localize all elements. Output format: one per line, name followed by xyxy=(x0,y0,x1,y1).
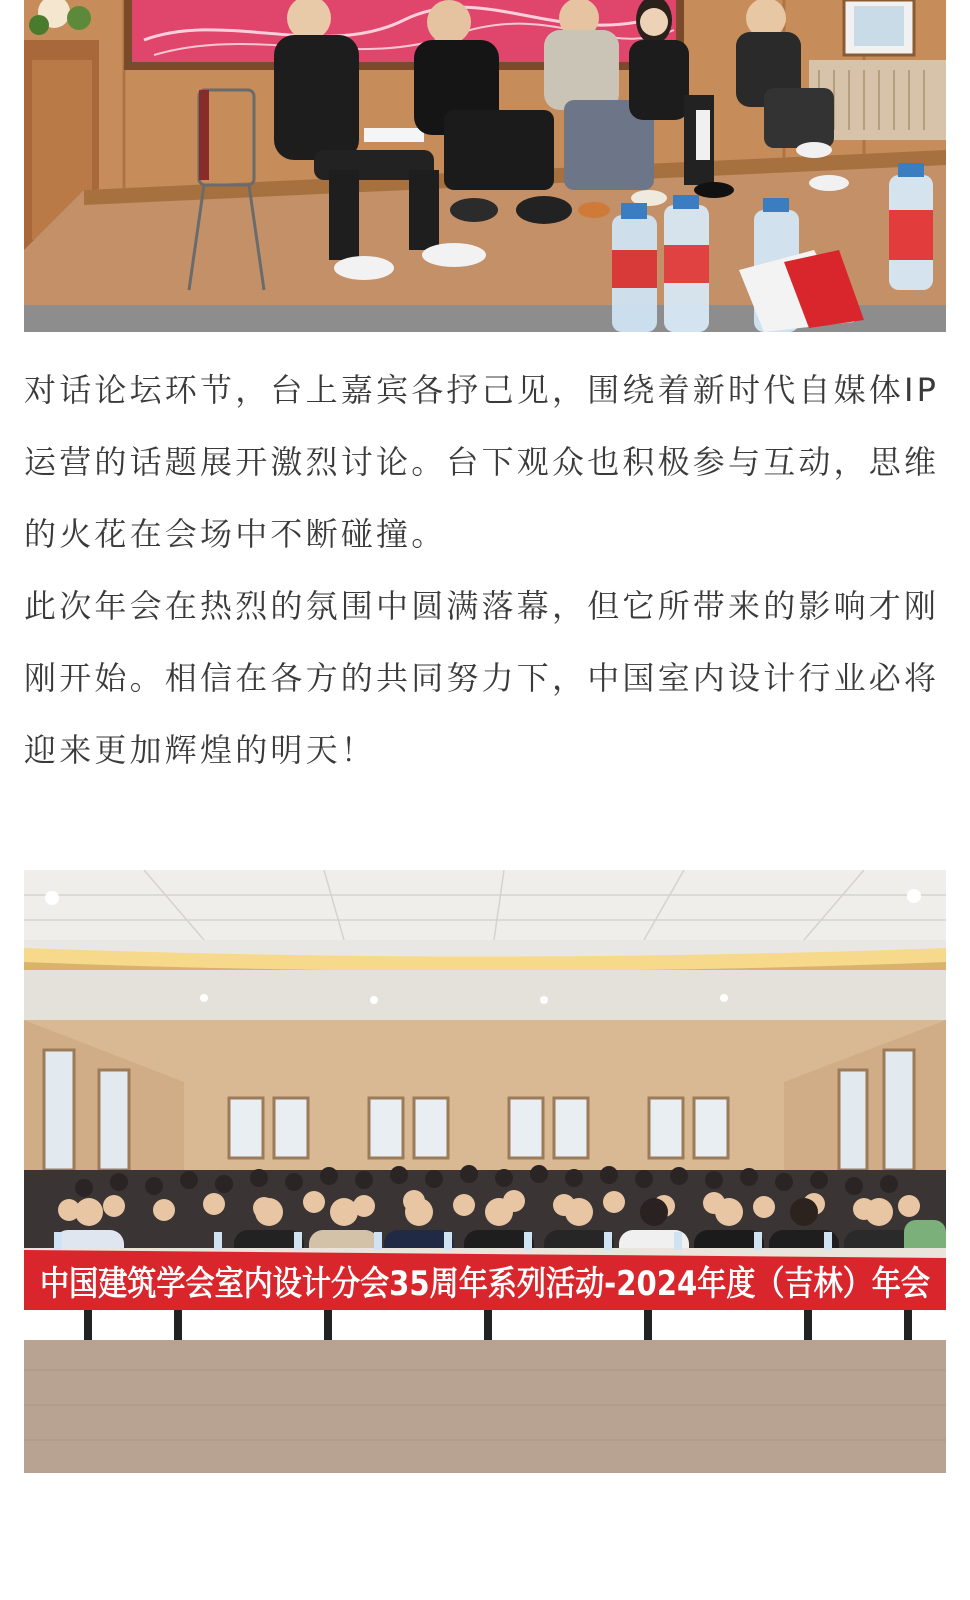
forum-stage-photo xyxy=(24,0,946,332)
article-paragraph: 对话论坛环节，台上嘉宾各抒己见，围绕着新时代自媒体IP运营的话题展开激烈讨论。台下观众也积极参与互动，思维的火花在会场中不断碰撞。 xyxy=(24,371,940,553)
banner-text: 中国建筑学会室内设计分会35周年系列活动-2024年度（吉林）年会 xyxy=(40,1264,930,1304)
article-paragraph: 此次年会在热烈的氛围中圆满落幕，但它所带来的影响才刚刚开始。相信在各方的共同努力下，中国室内设计行业必将迎来更加辉煌的明天！ xyxy=(24,587,940,769)
group-photo xyxy=(24,870,946,1473)
